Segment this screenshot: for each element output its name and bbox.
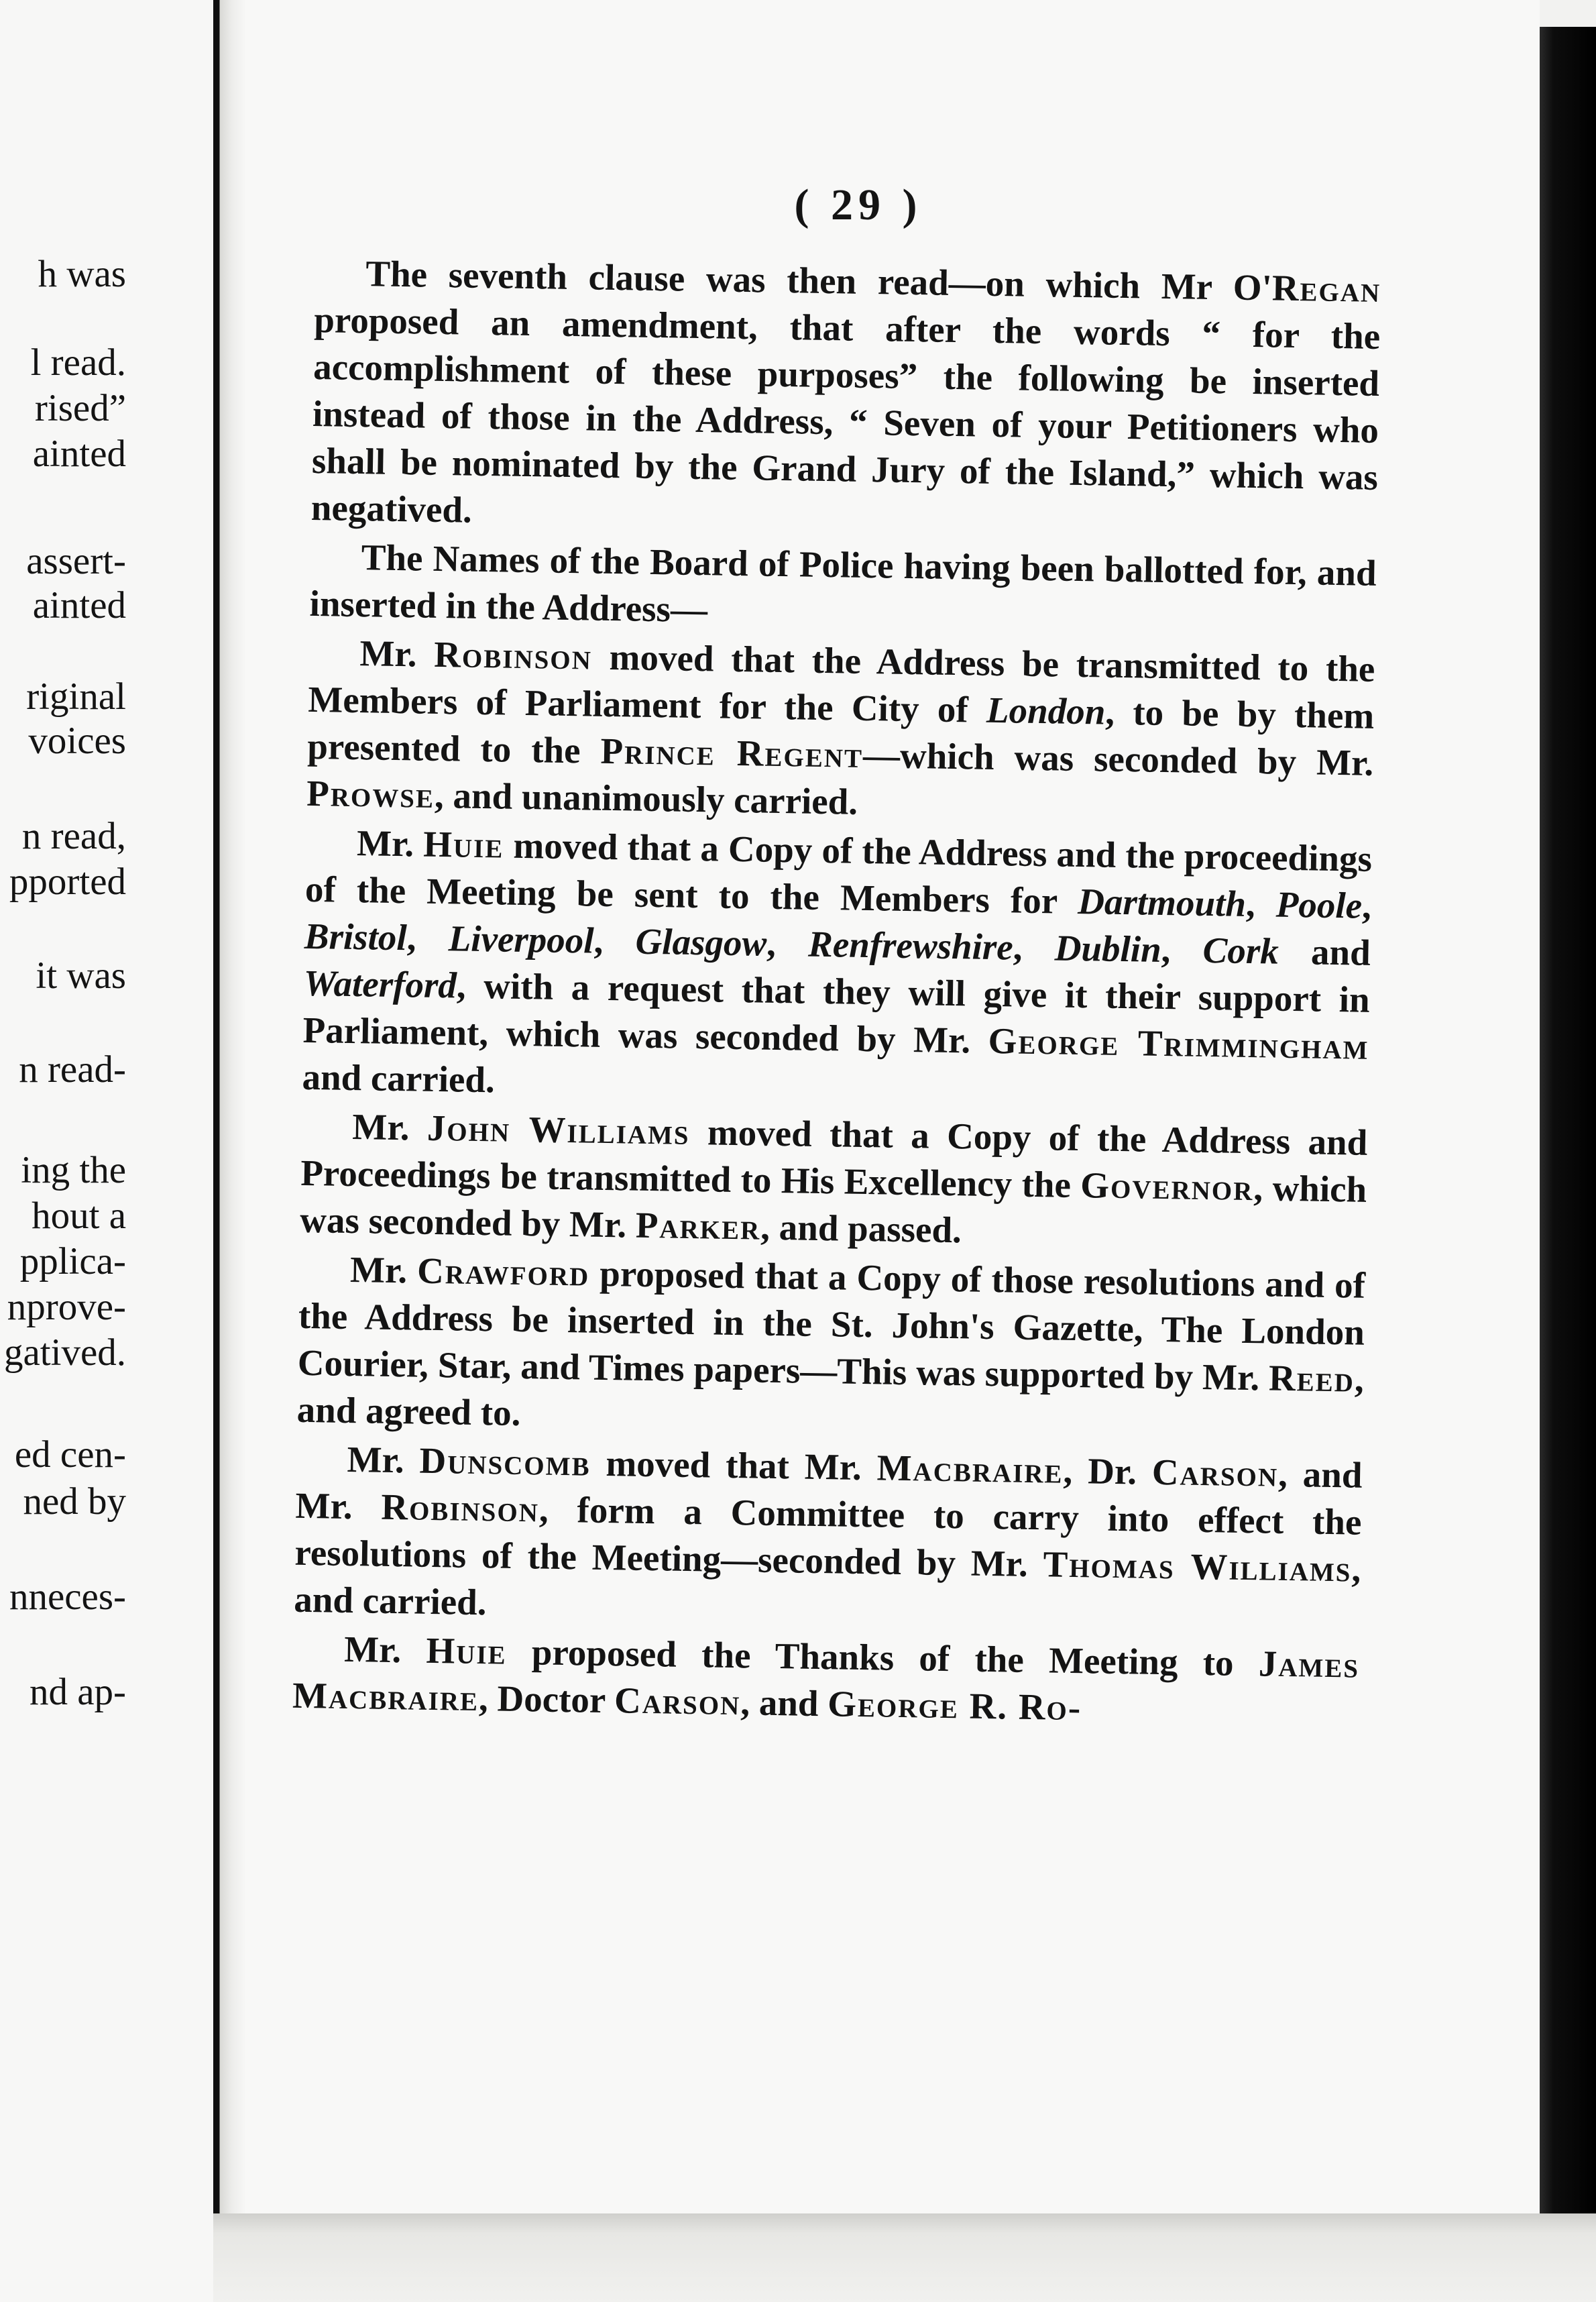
text-run: Mr. bbox=[351, 1106, 428, 1148]
text-run: , bbox=[1361, 885, 1372, 926]
italic-place-name: Dartmouth bbox=[1077, 880, 1247, 924]
small-caps-name: Governor bbox=[1080, 1164, 1254, 1209]
small-caps-name: Thomas Williams bbox=[1043, 1543, 1353, 1590]
small-caps-name: Robinson bbox=[380, 1486, 540, 1530]
paragraph bbox=[309, 533, 1377, 644]
text-run: , bbox=[1013, 926, 1056, 969]
left-page-line-fragment: assert- bbox=[26, 540, 126, 582]
body-text bbox=[292, 250, 1381, 1736]
left-page-line-fragment: pplica- bbox=[19, 1240, 126, 1282]
small-caps-name: Macbraire bbox=[876, 1447, 1064, 1491]
italic-place-name: Renfrewshire bbox=[807, 923, 1014, 968]
book-gutter bbox=[213, 0, 245, 2302]
paragraph bbox=[306, 629, 1375, 834]
text-run: , and agreed to. bbox=[296, 1358, 1365, 1434]
small-caps-name: Carson bbox=[614, 1680, 741, 1723]
page-edge-shadow-right bbox=[1540, 27, 1596, 2302]
small-caps-name: Dunscomb bbox=[419, 1439, 591, 1484]
paragraph bbox=[292, 1625, 1360, 1736]
page-number: ( 29 ) bbox=[794, 180, 923, 229]
paragraph bbox=[294, 1435, 1363, 1640]
small-caps-name: Huie bbox=[426, 1629, 508, 1672]
left-page-line-fragment: voices bbox=[28, 720, 126, 762]
text-run: moved that a Copy of the Address and the proceedings of the Meeting be sent to the Members for bbox=[304, 824, 1373, 922]
left-page-line-fragment: nneces- bbox=[9, 1576, 126, 1618]
paragraph bbox=[300, 1103, 1368, 1260]
left-page-line-fragment: ainted bbox=[32, 584, 126, 626]
text-run: The seventh clause was then read—on which Mr O' bbox=[365, 253, 1273, 309]
italic-place-name: Waterford bbox=[303, 962, 457, 1006]
text-run: and bbox=[1278, 930, 1371, 973]
left-page-line-fragment: hout a bbox=[32, 1195, 126, 1237]
text-run: , bbox=[1245, 883, 1277, 925]
text-run: proposed that a Copy of those resolutions and of the Address be inserted in the St. John's Gazette, The London Courier, Star, and Times papers—This was supported by Mr. bbox=[297, 1252, 1366, 1399]
small-caps-name: James Macbraire bbox=[292, 1643, 1360, 1719]
left-page-line-fragment: n read- bbox=[19, 1048, 126, 1091]
text-run: , bbox=[1161, 928, 1204, 971]
left-page-line-fragment: ing the bbox=[21, 1149, 126, 1191]
left-page-line-fragment: ainted bbox=[32, 433, 126, 475]
text-run: , bbox=[593, 920, 636, 962]
left-page-line-fragment: riginal bbox=[26, 675, 126, 718]
small-caps-name: Prowse bbox=[306, 772, 435, 816]
text-run: moved that a Copy of the Address and Proceedings be transmitted to His Excellency the bbox=[300, 1111, 1368, 1206]
text-run: and carried. bbox=[302, 1056, 496, 1101]
left-page-line-fragment: it was bbox=[36, 954, 126, 997]
left-page-line-fragment: pported bbox=[9, 861, 126, 903]
left-facing-page bbox=[0, 0, 213, 2302]
paragraph bbox=[310, 250, 1381, 548]
left-page-line-fragment: h was bbox=[38, 253, 126, 295]
text-run: The Names of the Board of Police having been ballotted for, and inserted in the Address— bbox=[309, 537, 1377, 631]
left-page-line-fragment: l read. bbox=[30, 341, 126, 384]
text-run: , and carried. bbox=[293, 1548, 1361, 1623]
small-caps-name: Parker bbox=[635, 1204, 761, 1248]
text-run: Mr. bbox=[359, 633, 435, 675]
text-run: Mr. bbox=[343, 1628, 427, 1671]
italic-place-name: Liverpool bbox=[448, 918, 595, 961]
text-run: moved that the Address be transmitted to the Members of Parliament for the City of bbox=[307, 636, 1375, 730]
text-run: proposed an amendment, that after the words “ for the accomplishment of these purposes” the following be inserted instead of those in the Address, “ Seven of your Petitioners who shall be nominated by the Grand Jury of the Island,” which was negatived. bbox=[310, 298, 1381, 531]
left-page-line-fragment: gatived. bbox=[3, 1331, 126, 1374]
italic-place-name: London bbox=[986, 689, 1106, 732]
text-run: , with a request that they will give it their support in Parliament, which was seconded by Mr. bbox=[302, 965, 1371, 1061]
text-run: Mr. bbox=[356, 822, 424, 865]
text-run: proposed the Thanks of the Meeting to bbox=[506, 1631, 1259, 1684]
small-caps-name: Carson bbox=[1151, 1451, 1279, 1494]
text-run: , form a Committee to carry into effect the resolutions of the Meeting—seconded by Mr. bbox=[294, 1488, 1362, 1585]
page-edge-shadow-bottom bbox=[213, 2213, 1596, 2302]
text-run: , and passed. bbox=[760, 1206, 962, 1251]
text-run: , Dr. bbox=[1063, 1449, 1153, 1492]
text-run: , and unanimously carried. bbox=[434, 774, 858, 822]
italic-place-name: Cork bbox=[1202, 929, 1279, 972]
left-page-line-fragment: nprove- bbox=[7, 1286, 126, 1328]
left-page-line-fragment: nd ap- bbox=[29, 1671, 126, 1713]
small-caps-name: Huie bbox=[422, 823, 504, 866]
left-page-line-fragment: ed cen- bbox=[14, 1433, 126, 1476]
italic-place-name: Poole bbox=[1275, 883, 1363, 926]
italic-place-name: Dublin bbox=[1054, 927, 1162, 970]
text-run: , bbox=[766, 922, 809, 965]
left-page-line-fragment: n read, bbox=[21, 815, 126, 857]
small-caps-name: Prince Regent bbox=[600, 730, 864, 775]
small-caps-name: Reed bbox=[1268, 1357, 1355, 1400]
small-caps-name: Robinson bbox=[433, 633, 593, 677]
text-run: Mr. bbox=[347, 1438, 420, 1481]
text-run: —which was seconded by Mr. bbox=[862, 734, 1374, 783]
italic-place-name: Glasgow bbox=[635, 920, 767, 964]
italic-place-name: Bristol bbox=[304, 915, 408, 958]
paragraph bbox=[296, 1246, 1365, 1450]
left-page-line-fragment: ned by bbox=[23, 1480, 126, 1523]
text-run: , Doctor bbox=[478, 1678, 615, 1721]
small-caps-name: Crawford bbox=[416, 1250, 590, 1294]
small-caps-name: John Williams bbox=[426, 1107, 691, 1152]
paragraph bbox=[302, 819, 1372, 1117]
text-run: moved that Mr. bbox=[590, 1442, 878, 1488]
small-caps-name: George R. Ro- bbox=[827, 1683, 1082, 1729]
small-caps-name: George Trimmingham bbox=[988, 1020, 1369, 1067]
text-run: , bbox=[406, 917, 449, 959]
text-run: , to be by them presented to the bbox=[306, 691, 1375, 771]
small-caps-name: Regan bbox=[1271, 267, 1381, 310]
text-run: Mr. bbox=[349, 1249, 418, 1291]
text-run: , and Mr. bbox=[295, 1453, 1363, 1527]
text-run: , and bbox=[740, 1682, 828, 1724]
text-run: , which was seconded by Mr. bbox=[299, 1167, 1367, 1246]
left-page-line-fragment: rised” bbox=[34, 387, 126, 429]
